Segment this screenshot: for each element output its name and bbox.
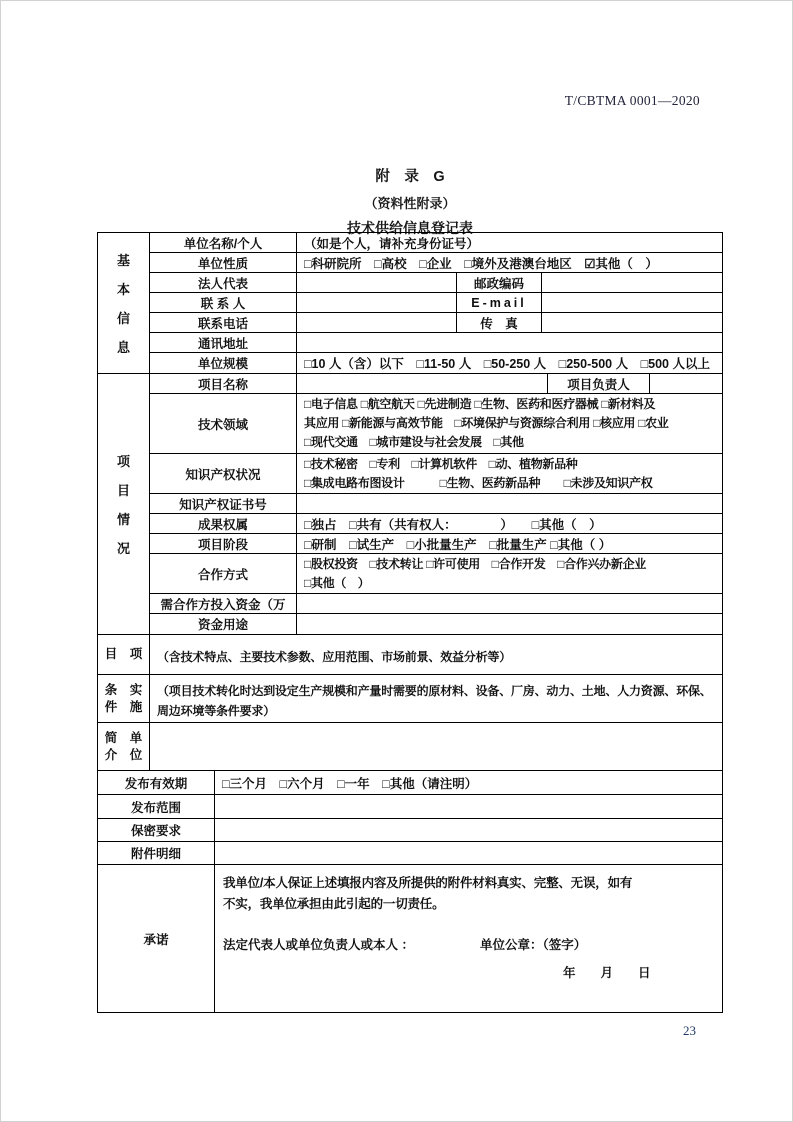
- commitment-paragraph: [223, 873, 714, 915]
- commitment-line: 我单位/本人保证上述填报内容及所提供的附件材料真实、完整、无误，如有: [223, 876, 633, 890]
- section-label-project-info: [98, 374, 150, 634]
- label-line: 条 实: [104, 682, 143, 697]
- field-value-project-name: [297, 374, 548, 393]
- label-line: 目 项: [104, 647, 143, 661]
- section-char: 项: [116, 454, 130, 469]
- row-result-ownership: [150, 514, 722, 534]
- field-label-fund-usage: 资金用途: [150, 614, 297, 634]
- field-value-address: [297, 333, 722, 352]
- row-publish-validity: [98, 771, 722, 795]
- checkbox-line: □技术秘密 □专利 □计算机软件 □动、植物新品种: [304, 456, 578, 471]
- row-legal-representative: [150, 273, 722, 293]
- field-label-ip-cert-no: 知识产权证书号: [150, 494, 297, 513]
- field-value-partner-investment: [297, 594, 722, 613]
- field-value-confidentiality: [215, 819, 722, 841]
- field-label-email: E-mail: [457, 293, 542, 312]
- field-label-cooperation-mode: 合作方式: [150, 554, 297, 593]
- section-char: 本: [116, 282, 130, 297]
- field-value-unit-name: （如是个人，请补充身份证号）: [304, 236, 480, 251]
- field-label-project-name: 项目名称: [150, 374, 297, 393]
- row-unit-size: [150, 353, 722, 373]
- seal-label: 单位公章：（签字）: [479, 938, 587, 952]
- row-partner-investment: [150, 594, 722, 614]
- field-label-publish-scope: 发布范围: [98, 795, 215, 818]
- row-unit-name: [150, 233, 722, 253]
- standard-code: T/CBTMA 0001—2020: [564, 93, 700, 108]
- registration-form-table: [97, 232, 723, 1013]
- field-label-unit-name: 单位名称/个人: [150, 233, 297, 252]
- field-label-result-ownership: 成果权属: [150, 514, 297, 533]
- field-value-project-leader: [650, 374, 722, 393]
- section-basic-info: [98, 233, 722, 374]
- row-cooperation-mode: [150, 554, 722, 594]
- label-line: 件 施: [104, 699, 143, 714]
- checkbox-line: 其应用 □新能源与高效节能 □环境保护与资源综合利用 □核应用 □农业: [304, 416, 669, 430]
- section-label-basic-info: [98, 233, 150, 373]
- section-char: 情: [116, 512, 130, 527]
- row-project-name: [150, 374, 722, 394]
- row-technical-field: [150, 394, 722, 454]
- section-project-info: [98, 374, 722, 635]
- field-value-commitment: [215, 865, 722, 1012]
- checkbox-line: □电子信息 □航空航天 □先进制造 □生物、医药和医疗器械 □新材料及: [304, 397, 656, 411]
- appendix-title: 附 录 G: [375, 169, 445, 185]
- row-unit-profile: [98, 723, 722, 771]
- label-line: 介 位: [104, 747, 143, 762]
- field-label-unit-size: 单位规模: [150, 353, 297, 373]
- row-mailing-address: [150, 333, 722, 353]
- field-value-legal-rep: [297, 273, 457, 292]
- row-project-summary: [98, 635, 722, 675]
- date-label: 年 月 日: [563, 966, 651, 980]
- field-value-implementation-conditions: [150, 675, 722, 722]
- signature-row: [223, 935, 714, 956]
- field-label-fax: 传 真: [457, 313, 542, 332]
- page-number: 23: [683, 1023, 696, 1038]
- checkbox-line: □现代交通 □城市建设与社会发展 □其他: [304, 435, 524, 449]
- field-label-partner-investment: 需合作方投入资金（万: [150, 594, 297, 613]
- row-commitment: [98, 865, 722, 1012]
- field-label-postal-code: 邮政编码: [457, 273, 542, 292]
- checkbox-line: □集成电路布图设计 □生物、医药新品种 □未涉及知识产权: [304, 475, 653, 490]
- hint-line: （项目技术转化时达到设定生产规模和产量时需要的原材料、设备、厂房、动力、土地、人力资源、环保、周边环境等条件要求）: [157, 683, 712, 718]
- section-char: 目: [116, 483, 130, 498]
- field-value-unit-profile: [150, 723, 722, 770]
- checkbox-line: □其他（ ）: [304, 575, 370, 590]
- checkbox-line: □股权投资 □技术转让 □许可使用 □合作开发 □合作兴办新企业: [304, 556, 646, 571]
- section-char: 息: [116, 340, 130, 355]
- row-confidentiality: [98, 819, 722, 842]
- field-label-phone: 联系电话: [150, 313, 297, 332]
- field-checkboxes-result-ownership: □独占 □共有（共有权人： ） □其他（ ）: [304, 517, 602, 532]
- field-checkboxes-technical-field: [297, 394, 722, 453]
- field-label-confidentiality: 保密要求: [98, 819, 215, 841]
- field-value-email: [542, 293, 722, 312]
- field-label-ip-status: 知识产权状况: [150, 454, 297, 493]
- field-label-unit-type: 单位性质: [150, 253, 297, 272]
- section-char: 况: [116, 541, 130, 556]
- row-publish-scope: [98, 795, 722, 819]
- field-label-commitment: 承诺: [98, 865, 215, 1012]
- signature-label: 法定代表人或单位负责人或本人 ：: [223, 938, 414, 952]
- field-value-contact-person: [297, 293, 457, 312]
- form-title: 技术供给信息登记表: [347, 220, 473, 236]
- field-value-project-summary: [150, 635, 722, 674]
- field-checkboxes-cooperation-mode: [297, 554, 722, 593]
- appendix-subtitle: （资料性附录）: [364, 196, 456, 211]
- commitment-line: 不实，我单位承担由此引起的一切责任。: [223, 897, 445, 911]
- field-value-phone: [297, 313, 457, 332]
- row-ip-status: [150, 454, 722, 494]
- field-value-fund-usage: [297, 614, 722, 634]
- field-checkboxes-unit-type: □科研院所 □高校 □企业 □境外及港澳台地区 ☑其他（ ）: [304, 256, 658, 271]
- label-line: 简 单: [104, 730, 143, 745]
- section-char: 信: [116, 311, 130, 326]
- row-contact-person: [150, 293, 722, 313]
- field-checkboxes-publish-validity: □三个月 □六个月 □一年 □其他（请注明）: [222, 776, 478, 791]
- row-unit-type: [150, 253, 722, 273]
- section-char: 基: [116, 253, 130, 268]
- field-checkboxes-project-stage: □研制 □试生产 □小批量生产 □批量生产 □其他（ ）: [304, 537, 612, 552]
- row-ip-certificate-no: [150, 494, 722, 514]
- project-info-rows: [150, 374, 722, 634]
- field-value-ip-cert-no: [297, 494, 722, 513]
- field-value-fax: [542, 313, 722, 332]
- field-value-postal-code: [542, 273, 722, 292]
- row-attachment-list: [98, 842, 722, 865]
- field-label-project-summary: [98, 635, 150, 674]
- field-label-attachment-list: 附件明细: [98, 842, 215, 864]
- field-label-address: 通讯地址: [150, 333, 297, 352]
- field-label-publish-validity: 发布有效期: [98, 771, 215, 794]
- row-implementation-conditions: [98, 675, 722, 723]
- row-fund-usage: [150, 614, 722, 634]
- field-label-unit-profile: [98, 723, 150, 770]
- basic-info-rows: [150, 233, 722, 373]
- field-label-project-stage: 项目阶段: [150, 534, 297, 553]
- field-label-implementation-conditions: [98, 675, 150, 722]
- field-value-publish-scope: [215, 795, 722, 818]
- field-label-project-leader: 项目负责人: [548, 374, 650, 393]
- field-label-legal-rep: 法人代表: [150, 273, 297, 292]
- field-checkboxes-ip-status: [297, 454, 722, 493]
- hint-line: （含技术特点、主要技术参数、应用范围、市场前景、效益分析等）: [157, 649, 512, 664]
- field-label-technical-field: 技术领域: [150, 394, 297, 453]
- row-contact-phone: [150, 313, 722, 333]
- field-value-attachment-list: [215, 842, 722, 864]
- field-checkboxes-unit-size: □10 人（含）以下 □11-50 人 □50-250 人 □250-500 人 □500 人以上: [304, 357, 710, 371]
- title-block: [97, 165, 723, 238]
- row-project-stage: [150, 534, 722, 554]
- field-label-contact-person: 联 系 人: [150, 293, 297, 312]
